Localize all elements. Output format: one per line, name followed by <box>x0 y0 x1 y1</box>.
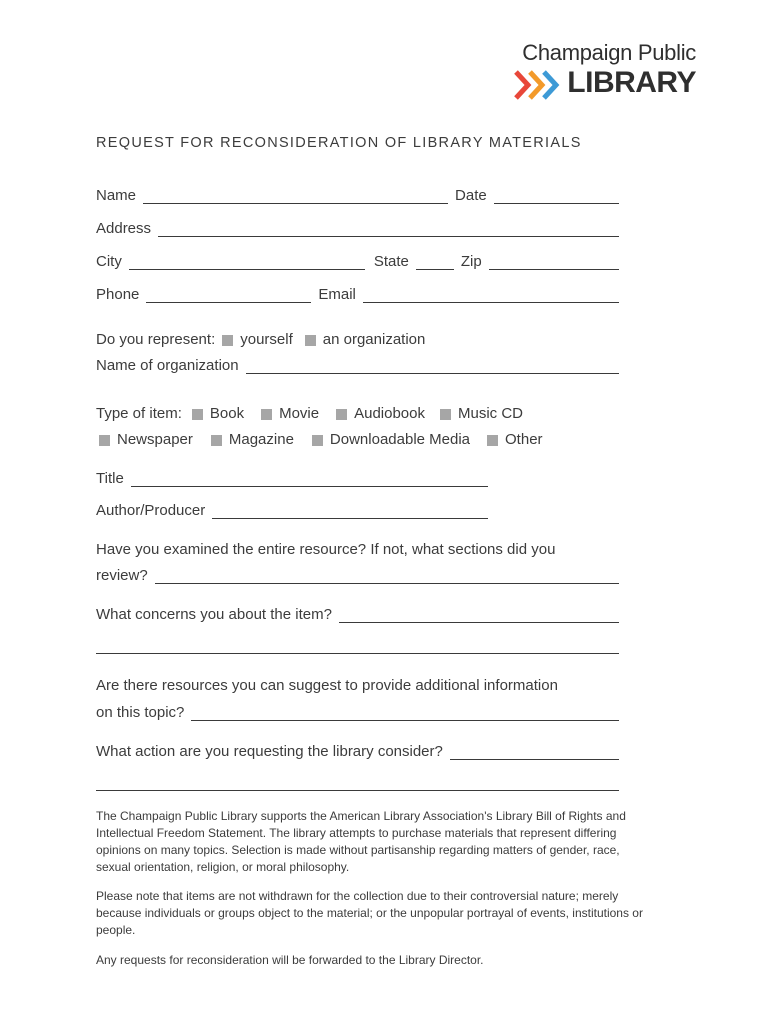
option-audiobook-label: Audiobook <box>354 405 425 422</box>
name-field[interactable] <box>143 188 448 204</box>
option-music-cd[interactable] <box>440 404 523 424</box>
address-field[interactable] <box>158 221 619 237</box>
action-field-2[interactable] <box>96 790 619 791</box>
option-music-cd-label: Music CD <box>458 405 524 422</box>
city-state-zip-row <box>96 250 619 272</box>
title-label: Title <box>96 470 124 487</box>
phone-email-row <box>96 283 619 305</box>
name-date-row <box>96 184 619 206</box>
concerns-field-2[interactable] <box>96 653 619 654</box>
phone-label: Phone <box>96 286 140 303</box>
examined-question-cont: review? <box>96 567 148 584</box>
withdrawal-note-paragraph: Please note that items are not withdrawn for the collection due to their controversial nature; merely because individuals or groups object to the material; or the unpopular portrayal of events, institutions or people. <box>96 889 643 937</box>
chevrons-icon <box>512 70 568 100</box>
option-book[interactable] <box>192 404 244 424</box>
option-organization[interactable] <box>305 330 426 350</box>
option-magazine-label: Magazine <box>228 431 294 448</box>
organization-row <box>96 354 619 376</box>
examined-field[interactable] <box>155 568 619 584</box>
email-label: Email <box>318 286 356 303</box>
checkbox-book[interactable] <box>192 409 203 420</box>
checkbox-other[interactable] <box>487 435 498 446</box>
concerns-row <box>96 603 619 625</box>
checkbox-organization[interactable] <box>305 335 316 346</box>
option-other[interactable] <box>487 430 543 450</box>
address-row <box>96 217 619 239</box>
organization-field[interactable] <box>246 358 619 374</box>
option-downloadable-media[interactable] <box>312 430 470 450</box>
email-field[interactable] <box>363 287 619 303</box>
item-type-label: Type of item: <box>96 405 182 422</box>
checkbox-yourself[interactable] <box>222 335 233 346</box>
examined-row <box>96 564 619 586</box>
name-label: Name <box>96 187 137 204</box>
state-field[interactable] <box>416 254 454 270</box>
checkbox-magazine[interactable] <box>211 435 222 446</box>
option-organization-label: an organization <box>322 331 426 348</box>
checkbox-movie[interactable] <box>261 409 272 420</box>
concerns-field[interactable] <box>339 607 619 623</box>
option-magazine[interactable] <box>211 430 294 450</box>
checkbox-newspaper[interactable] <box>99 435 110 446</box>
logo-text-bottom: LIBRARY <box>567 66 696 99</box>
zip-label: Zip <box>460 253 482 270</box>
item-type-row-1 <box>96 402 619 424</box>
action-field[interactable] <box>450 744 619 760</box>
director-note-paragraph: Any requests for reconsideration will be forwarded to the Library Director. <box>96 953 484 967</box>
checkbox-audiobook[interactable] <box>336 409 347 420</box>
form-title: REQUEST FOR RECONSIDERATION OF LIBRARY MATERIALS <box>96 135 582 151</box>
represent-label: Do you represent: <box>96 331 216 348</box>
state-label: State <box>373 253 409 270</box>
author-row <box>96 499 488 521</box>
resources-question-cont: on this topic? <box>96 704 185 721</box>
option-movie-label: Movie <box>279 405 320 422</box>
author-field[interactable] <box>212 503 488 519</box>
action-question: What action are you requesting the library consider? <box>96 743 443 760</box>
examined-question: Have you examined the entire resource? If not, what sections did you <box>96 541 556 558</box>
title-field[interactable] <box>131 471 488 487</box>
option-newspaper[interactable] <box>99 430 193 450</box>
phone-field[interactable] <box>146 287 311 303</box>
option-yourself-label: yourself <box>240 331 293 348</box>
city-label: City <box>96 253 122 270</box>
option-audiobook[interactable] <box>336 404 425 424</box>
policy-paragraph: The Champaign Public Library supports the American Library Association's Library Bill of Rights and Intellectual Freedom Statement. The library attempts to purchase materials that represent differing opinions on many topics. Selection is made without partisanship regarding matters of gender, race, sexual orientation, religion, or moral philosophy. <box>96 809 626 874</box>
checkbox-music-cd[interactable] <box>440 409 451 420</box>
date-field[interactable] <box>494 188 619 204</box>
checkbox-downloadable-media[interactable] <box>312 435 323 446</box>
library-logo <box>506 40 696 102</box>
option-newspaper-label: Newspaper <box>117 431 193 448</box>
option-book-label: Book <box>209 405 245 422</box>
action-row <box>96 740 619 762</box>
option-other-label: Other <box>505 431 543 448</box>
option-movie[interactable] <box>261 404 319 424</box>
resources-row <box>96 701 619 723</box>
item-type-row-2 <box>96 428 619 450</box>
title-row <box>96 467 488 489</box>
organization-label: Name of organization <box>96 357 239 374</box>
date-label: Date <box>455 187 487 204</box>
resources-question: Are there resources you can suggest to provide additional information <box>96 677 558 694</box>
zip-field[interactable] <box>489 254 619 270</box>
address-label: Address <box>96 220 152 237</box>
concerns-question: What concerns you about the item? <box>96 606 332 623</box>
logo-text-top: Champaign Public <box>522 40 696 65</box>
represent-row <box>96 328 619 350</box>
option-yourself[interactable] <box>222 330 293 350</box>
option-downloadable-media-label: Downloadable Media <box>329 431 471 448</box>
resources-field[interactable] <box>191 705 619 721</box>
city-field[interactable] <box>129 254 365 270</box>
author-label: Author/Producer <box>96 502 206 519</box>
